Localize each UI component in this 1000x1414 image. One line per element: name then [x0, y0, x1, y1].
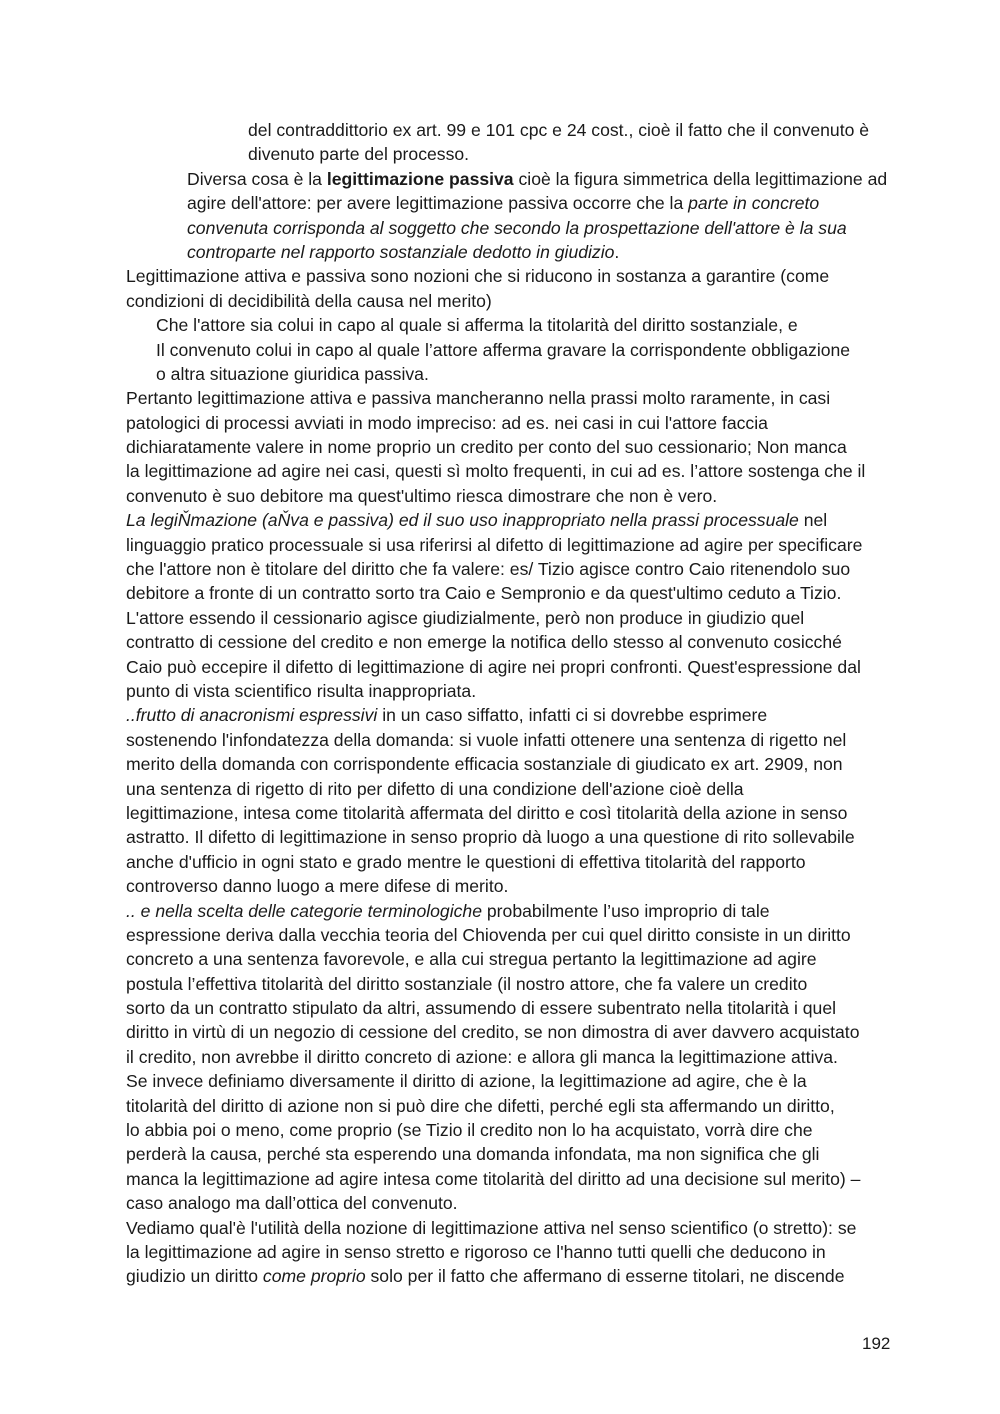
text-line [126, 728, 906, 752]
text: giudizio un diritto [126, 1266, 263, 1287]
text: che l'attore non è titolare del diritto che fa valere: es/ Tizio agisce contro Caio ritenendolo suo [126, 559, 851, 580]
text-line [126, 508, 906, 532]
text-line [126, 972, 906, 996]
text: concreto a una sentenza favorevole, e alla cui stregua pertanto la legittimazione ad agire [126, 949, 817, 970]
text-line [126, 606, 906, 630]
text-line [126, 411, 906, 435]
text: una sentenza di rigetto di rito per difetto di una condizione dell'azione cioè della [126, 778, 744, 799]
text: il credito, non avrebbe il diritto concreto di azione: e allora gli manca la legittimazione attiva. [126, 1046, 838, 1067]
text-line [126, 313, 906, 337]
text: Caio può eccepire il difetto di legittimazione di agire nei propri confronti. Quest'espressione dal [126, 656, 861, 677]
text-line [126, 435, 906, 459]
text: Il convenuto colui in capo al quale l’attore afferma gravare la corrispondente obbligazione [156, 339, 851, 360]
text: Vediamo qual'è l'utilità della nozione di legittimazione attiva nel senso scientifico (o stretto): se [126, 1217, 857, 1238]
text-line [126, 1094, 906, 1118]
text-line [126, 557, 906, 581]
text-line [126, 1069, 906, 1093]
text-line [126, 874, 906, 898]
text: la legittimazione ad agire nei casi, questi sì molto frequenti, in cui ad es. l’attore sostenga che il [126, 461, 866, 482]
text-line [126, 752, 906, 776]
text: probabilmente l’uso improprio di tale [486, 900, 770, 921]
text: perderà la causa, perché sta esperendo una domanda infondata, ma non significa che gli [126, 1144, 820, 1165]
text-line [126, 289, 906, 313]
text-line [126, 484, 906, 508]
italic-text: controparte nel rapporto sostanziale dedotto in giudizio [187, 241, 615, 262]
text: solo per il fatto che affermano di esserne titolari, ne discende [365, 1266, 845, 1287]
text-line [126, 801, 906, 825]
text: dichiaratamente valere in nome proprio un credito per conto del suo cessionario; Non manca [126, 437, 847, 458]
text-line [126, 655, 906, 679]
text-line [126, 825, 906, 849]
text-line [126, 1264, 906, 1288]
text-line [126, 996, 906, 1020]
text-line [126, 362, 906, 386]
text: L'attore essendo il cessionario agisce giudizialmente, però non produce in giudizio quel [126, 607, 805, 628]
text-line [126, 118, 906, 142]
text-line [126, 240, 906, 264]
text: diritto in virtù di un negozio di cessione del credito, se non dimostra di aver davvero acquistato [126, 1022, 860, 1043]
page-body [126, 118, 906, 1289]
italic-heading: ..frutto di anacronismi espressivi [126, 705, 378, 726]
text: o altra situazione giuridica passiva. [156, 363, 429, 384]
text-line [126, 459, 906, 483]
page-number: 192 [862, 1334, 891, 1353]
text: caso analogo ma dall’ottica del convenuto. [126, 1193, 458, 1214]
italic-heading: .. e nella scelta delle categorie terminologiche [126, 900, 482, 921]
text-line [126, 923, 906, 947]
text-line [126, 947, 906, 971]
text: manca la legittimazione ad agire intesa come titolarità del diritto ad una decisione sul merito) – [126, 1168, 861, 1189]
italic-text: come proprio [262, 1266, 366, 1287]
text: . [614, 241, 620, 262]
text: espressione deriva dalla vecchia teoria del Chiovenda per cui quel diritto consiste in un diritto [126, 924, 851, 945]
text-line [126, 703, 906, 727]
text: merito della domanda con corrispondente efficacia sostanziale di giudicato ex art. 2909, non [126, 754, 843, 775]
text-line [126, 264, 906, 288]
text-line [126, 1216, 906, 1240]
text: condizioni di decidibilità della causa nel merito) [126, 290, 492, 311]
text-line [126, 850, 906, 874]
text: in un caso siffatto, infatti ci si dovrebbe esprimere [382, 705, 768, 726]
text: agire dell'attore: per avere legittimazione passiva occorre che la [187, 193, 689, 214]
text: del contraddittorio ex art. 99 e 101 cpc e 24 cost., cioè il fatto che il convenuto è [248, 120, 870, 140]
text-line [126, 338, 906, 362]
text-line [126, 1142, 906, 1166]
text-line [126, 899, 906, 923]
text-line [126, 1167, 906, 1191]
text-line [126, 167, 906, 191]
text-line [126, 777, 906, 801]
text: astratto. Il difetto di legittimazione in senso proprio dà luogo a una questione di rito sollevabile [126, 827, 855, 848]
text-line [126, 533, 906, 557]
text: postula l’effettiva titolarità del diritto sostanziale (il nostro attore, che fa valere un credito [126, 973, 808, 994]
text: Che l'attore sia colui in capo al quale si afferma la titolarità del diritto sostanziale, e [156, 315, 798, 336]
bold-term: legittimazione passiva [326, 168, 514, 189]
text-line [126, 216, 906, 240]
text: la legittimazione ad agire in senso stretto e rigoroso ce l'hanno tutti quelli che deducono in [126, 1241, 826, 1262]
text: Pertanto legittimazione attiva e passiva mancheranno nella prassi molto raramente, in casi [126, 388, 831, 409]
text-line [126, 1240, 906, 1264]
text: controverso danno luogo a mere difese di merito. [126, 876, 509, 897]
text: anche d'ufficio in ogni stato e grado mentre le questioni di effettiva titolarità del rapporto [126, 851, 806, 872]
italic-text: parte in concreto [688, 193, 820, 214]
text: Legittimazione attiva e passiva sono nozioni che si riducono in sostanza a garantire (come [126, 266, 830, 287]
text-line [126, 1045, 906, 1069]
italic-text: convenuta corrisponda al soggetto che secondo la prospettazione dell'attore è la sua [187, 217, 847, 238]
text-line [126, 630, 906, 654]
text-line [126, 142, 906, 166]
text-line [126, 386, 906, 410]
text: patologici di processi avviati in modo impreciso: ad es. nei casi in cui l'attore faccia [126, 412, 768, 433]
text: debitore a fronte di un contratto sorto tra Caio e Sempronio e da quest'ultimo ceduto a Tizio. [126, 583, 842, 604]
text: divenuto parte del processo. [248, 144, 470, 165]
text-line [126, 191, 906, 215]
text: sostenendo l'infondatezza della domanda: si vuole infatti ottenere una sentenza di rigetto nel [126, 729, 847, 750]
text-line [126, 1118, 906, 1142]
text-line [126, 679, 906, 703]
text: titolarità del diritto di azione non si può dire che difetti, perché egli sta affermando un diritto, [126, 1095, 835, 1116]
text: Diversa cosa è la [187, 168, 327, 189]
text-line [126, 1020, 906, 1044]
text: contratto di cessione del credito e non emerge la notifica dello stesso al convenuto cosicché [126, 632, 842, 653]
text: cioè la figura simmetrica della legittimazione ad [513, 168, 888, 189]
text-line [126, 581, 906, 605]
italic-heading: La legiŇmazione (aŇva e passiva) ed il suo uso inappropriato nella prassi processuale [126, 510, 799, 531]
text-line [126, 1191, 906, 1215]
text: legittimazione, intesa come titolarità affermata del diritto e così titolarità della azione in senso [126, 802, 848, 823]
text: punto di vista scientifico risulta inappropriata. [126, 680, 477, 701]
text: lo abbia poi o meno, come proprio (se Tizio il credito non lo ha acquistato, vorrà dire che [126, 1120, 813, 1141]
text: convenuto è suo debitore ma quest'ultimo riesca dimostrare che non è vero. [126, 485, 718, 506]
text: linguaggio pratico processuale si usa riferirsi al difetto di legittimazione ad agire per specificare [126, 534, 863, 555]
text: Se invece definiamo diversamente il diritto di azione, la legittimazione ad agire, che è la [126, 1071, 807, 1092]
text: sorto da un contratto stipulato da altri, assumendo di essere subentrato nella titolarità i quel [126, 998, 837, 1019]
text: nel [803, 510, 828, 531]
